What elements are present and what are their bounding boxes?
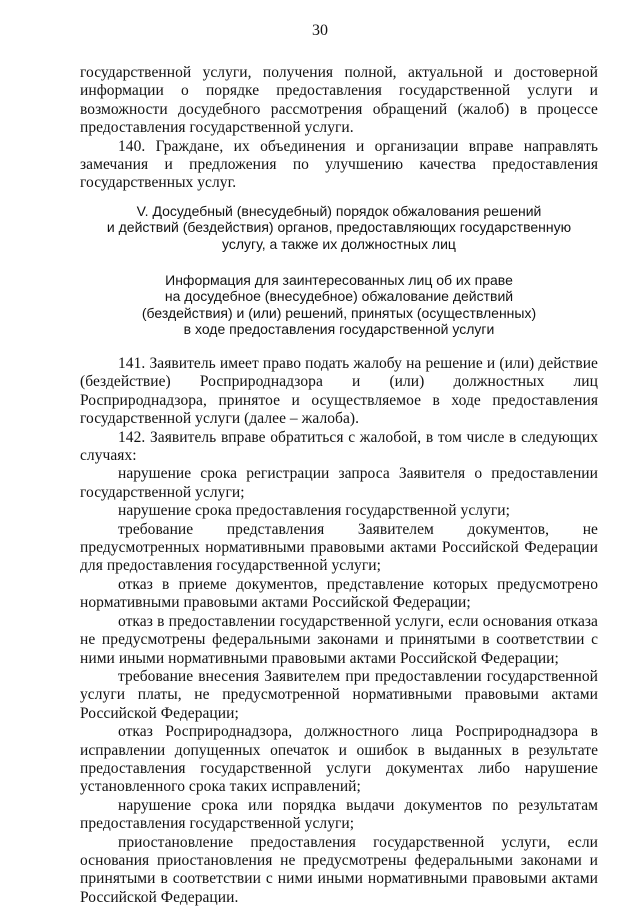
subsection-heading-line: на досудебное (внесудебное) обжалование действий [164, 288, 514, 305]
document-body [80, 64, 598, 907]
paragraph-continuation: государственной услуги, получения полной, актуальной и достоверной информации о порядке предоставления государственной услуги и возможности досудебного рассмотрения обращений (жалоб) в процессе предоставления государственной услуги. [80, 64, 598, 137]
subsection-heading-line: Информация для заинтересованных лиц об их праве [165, 271, 513, 288]
case-item: нарушение срока или порядка выдачи документов по результатам предоставления государственной услуги; [80, 796, 598, 833]
section-heading-line: и действий (бездействия) органов, предоставляющих государственную [106, 219, 572, 236]
case-item: нарушение срока регистрации запроса Заявителя о предоставлении государственной услуги; [80, 465, 598, 501]
section-heading [80, 203, 598, 253]
page-number: 30 [312, 22, 328, 39]
case-item: приостановление предоставления государственной услуги, если основания приостановления не предусмотрены федеральными законами и принятыми в соответствии с ними иными нормативными правовыми актами Российской Федерации. [80, 833, 598, 906]
paragraph-141: 141. Заявитель имеет право подать жалобу на решение и (или) действие (бездействие) Росприроднадзора и (или) должностных лиц Росприроднадзора, принятое и осуществляемое в ходе предоставления государственной услуги (далее – жалоба). [80, 355, 598, 428]
case-item: отказ Росприроднадзора, должностного лица Росприроднадзора в исправлении допущенных опечаток и ошибок в выданных в результате предоставления государственной услуги документах либо нарушение установленного срока таких исправлений; [80, 723, 598, 796]
paragraph-140: 140. Граждане, их объединения и организации вправе направлять замечания и предложения по улучшению качества предоставления государственных услуг. [80, 137, 598, 192]
section-heading-line: услугу, а также их должностных лиц [222, 236, 456, 253]
paragraph-142: 142. Заявитель вправе обратиться с жалобой, в том числе в следующих случаях: [80, 428, 598, 465]
subsection-heading [80, 272, 598, 338]
section-heading-line: V. Досудебный (внесудебный) порядок обжалования решений [136, 202, 542, 219]
case-item: отказ в предоставлении государственной услуги, если основания отказа не предусмотрены федеральными законами и принятыми в соответствии с ними иными нормативными правовыми актами Российской Федерации; [80, 612, 598, 667]
case-item: требование внесения Заявителем при предоставлении государственной услуги платы, не предусмотренной нормативными правовыми актами Российской Федерации; [80, 667, 598, 722]
case-item: требование представления Заявителем документов, не предусмотренных нормативными правовыми актами Российской Федерации для предоставления государственной услуги; [80, 520, 598, 575]
subsection-heading-line: в ходе предоставления государственной услуги [183, 321, 495, 338]
case-item: нарушение срока предоставления государственной услуги; [118, 502, 510, 520]
case-item: отказ в приеме документов, представление которых предусмотрено нормативными правовыми актами Российской Федерации; [80, 575, 598, 612]
subsection-heading-line: (бездействия) и (или) решений, принятых (осуществленных) [141, 304, 537, 321]
